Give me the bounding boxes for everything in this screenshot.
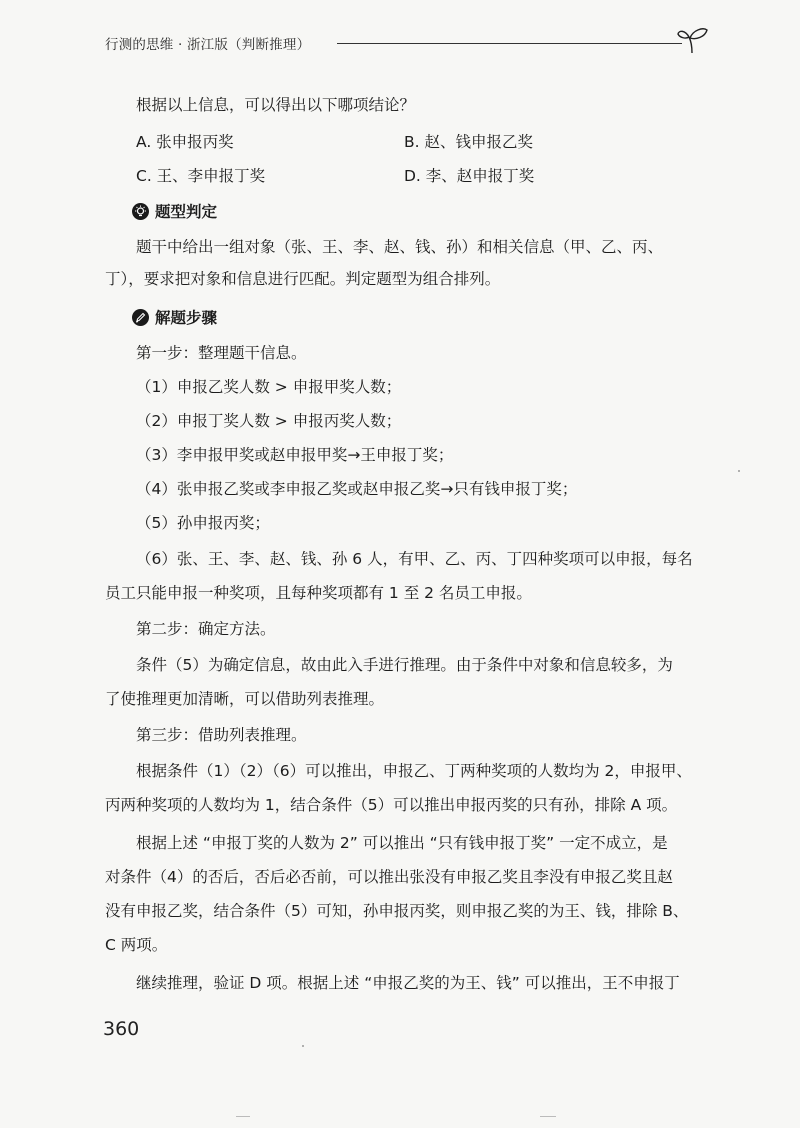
steps-line-12: 第三步：借助列表推理。 (136, 726, 307, 744)
steps-line-10: 条件（5）为确定信息，故由此入手进行推理。由于条件中对象和信息较多，为 (136, 656, 673, 674)
steps-line-18: C 两项。 (105, 936, 168, 954)
steps-line-15: 根据上述 “申报丁奖的人数为 2” 可以推出 “只有钱申报丁奖” 一定不成立，是 (136, 834, 668, 852)
type-body-line-1: 题干中给出一组对象（张、王、李、赵、钱、孙）和相关信息（甲、乙、丙、 (136, 238, 664, 256)
steps-line-11: 了使推理更加清晰，可以借助列表推理。 (105, 690, 385, 708)
section-steps-label: 解题步骤 (155, 309, 218, 327)
scan-speck (302, 1045, 304, 1047)
type-body-line-2: 丁），要求把对象和信息进行匹配。判定题型为组合排列。 (105, 270, 501, 288)
option-a: A. 张申报丙奖 (136, 133, 234, 151)
steps-line-1: 第一步：整理题干信息。 (136, 344, 307, 362)
steps-line-4: （3）李申报甲奖或赵申报甲奖→王申报丁奖； (136, 446, 454, 464)
steps-line-8: 员工只能申报一种奖项，且每种奖项都有 1 至 2 名员工申报。 (105, 584, 532, 602)
running-header (105, 26, 710, 60)
steps-line-2: （1）申报乙奖人数 > 申报甲奖人数； (136, 378, 402, 396)
section-type-label: 题型判定 (155, 203, 218, 221)
scan-speck (738, 470, 740, 472)
steps-line-9: 第二步：确定方法。 (136, 620, 276, 638)
scan-speck (236, 1116, 250, 1117)
option-b: B. 赵、钱申报乙奖 (404, 133, 533, 151)
steps-line-19: 继续推理，验证 D 项。根据上述 “申报乙奖的为王、钱” 可以推出，王不申报丁 (136, 974, 680, 992)
scan-speck (540, 1116, 556, 1117)
section-steps-title (132, 306, 217, 328)
pencil-icon (132, 309, 149, 326)
steps-line-14: 丙两种奖项的人数均为 1，结合条件（5）可以推出申报丙奖的只有孙，排除 A 项。 (105, 796, 678, 814)
section-type-title (132, 200, 217, 222)
steps-line-7: （6）张、王、李、赵、钱、孙 6 人，有甲、乙、丙、丁四种奖项可以申报，每名 (136, 550, 693, 568)
steps-line-16: 对条件（4）的否后，否后必否前，可以推出张没有申报乙奖且李没有申报乙奖且赵 (105, 868, 673, 886)
question-prompt: 根据以上信息，可以得出以下哪项结论？ (136, 96, 416, 114)
steps-line-13: 根据条件（1）（2）（6）可以推出，申报乙、丁两种奖项的人数均为 2，申报甲、 (136, 762, 692, 780)
header-rule (337, 43, 682, 44)
header-title: 行测的思维 · 浙江版（判断推理） (105, 37, 311, 53)
page-number: 360 (103, 1018, 140, 1040)
steps-line-6: （5）孙申报丙奖； (136, 514, 270, 532)
steps-line-3: （2）申报丁奖人数 > 申报丙奖人数； (136, 412, 402, 430)
lightbulb-icon (132, 203, 149, 220)
sprout-icon (677, 26, 711, 54)
steps-line-5: （4）张申报乙奖或李申报乙奖或赵申报乙奖→只有钱申报丁奖； (136, 480, 578, 498)
steps-line-17: 没有申报乙奖，结合条件（5）可知，孙申报丙奖，则申报乙奖的为王、钱，排除 B、 (105, 902, 689, 920)
option-d: D. 李、赵申报丁奖 (404, 167, 535, 185)
option-c: C. 王、李申报丁奖 (136, 167, 266, 185)
